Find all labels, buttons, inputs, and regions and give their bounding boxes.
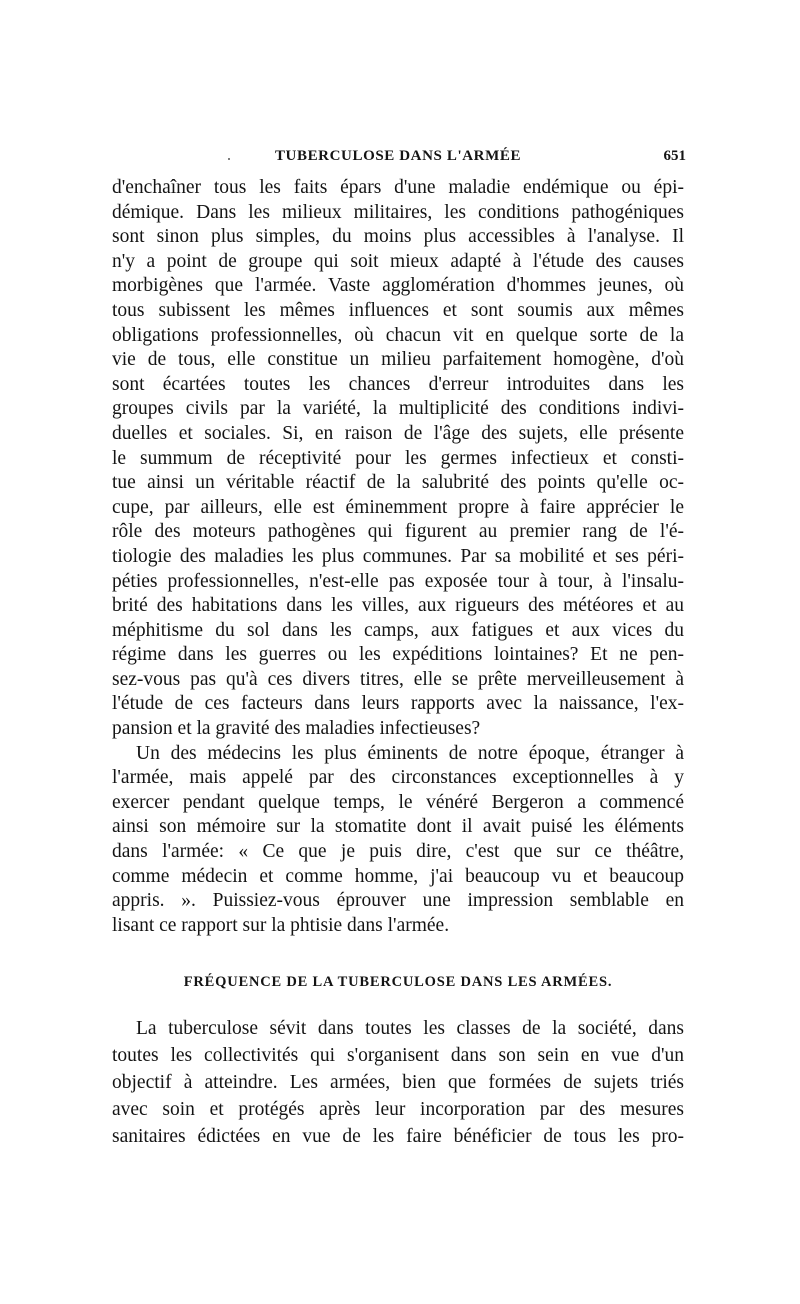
text-line: objectif à atteindre. Les armées, bien que formées de sujets triés bbox=[112, 1072, 684, 1094]
text-line: rôle des moteurs pathogènes qui figurent au premier rang de l'é- bbox=[112, 521, 684, 543]
running-title: TUBERCULOSE DANS L'ARMÉE bbox=[274, 148, 522, 164]
text-line: obligations professionnelles, où chacun vit en quelque sorte de la bbox=[112, 324, 684, 346]
paragraph-1 bbox=[112, 176, 684, 742]
text-line: brité des habitations dans les villes, aux rigueurs des météores et au bbox=[112, 595, 684, 617]
text-line: duelles et sociales. Si, en raison de l'âge des sujets, elle présente bbox=[112, 422, 684, 444]
text-line: d'enchaîner tous les faits épars d'une maladie endémique ou épi- bbox=[112, 177, 684, 198]
text-line: péties professionnelles, n'est-elle pas exposée tour à tour, à l'insalu- bbox=[112, 570, 684, 592]
text-line: méphitisme du sol dans les camps, aux fatigues et aux vices du bbox=[112, 619, 684, 641]
text-line: cupe, par ailleurs, elle est éminemment propre à faire apprécier le bbox=[112, 496, 684, 518]
text-line: sont sinon plus simples, du moins plus accessibles à l'analyse. Il bbox=[112, 226, 684, 248]
text-line: pansion et la gravité des maladies infectieuses? bbox=[112, 718, 481, 740]
text-line: régime dans les guerres ou les expéditions lointaines? Et ne pen- bbox=[112, 644, 684, 666]
text-line: le summum de réceptivité pour les germes infectieux et consti- bbox=[112, 447, 684, 469]
page-number: 651 bbox=[663, 148, 686, 164]
text-line: comme médecin et comme homme, j'ai beaucoup vu et beaucoup bbox=[112, 865, 684, 887]
text-line: La tuberculose sévit dans toutes les classes de la société, dans bbox=[136, 1018, 684, 1040]
text-line: démique. Dans les milieux militaires, les conditions pathogéniques bbox=[112, 201, 684, 223]
text-line: avec soin et protégés après leur incorporation par des mesures bbox=[112, 1099, 684, 1121]
text-line: tous subissent les mêmes influences et sont soumis aux mêmes bbox=[112, 299, 684, 321]
text-line: l'armée, mais appelé par des circonstances exceptionnelles à y bbox=[112, 767, 684, 789]
text-line: sont écartées toutes les chances d'erreur introduites dans les bbox=[112, 373, 684, 395]
text-line: morbigènes que l'armée. Vaste agglomération d'hommes jeunes, où bbox=[112, 275, 684, 297]
text-line: sez-vous pas qu'à ces divers titres, elle se prête merveilleusement à bbox=[112, 668, 684, 690]
text-line: exercer pendant quelque temps, le vénéré Bergeron a commencé bbox=[112, 791, 684, 813]
text-line: tue ainsi un véritable réactif de la salubrité des points qu'elle oc- bbox=[112, 472, 684, 494]
running-head bbox=[112, 148, 684, 172]
paragraph-2 bbox=[112, 742, 684, 939]
text-line: appris. ». Puissiez-vous éprouver une impression semblable en bbox=[112, 890, 684, 912]
text-line: sanitaires édictées en vue de les faire bénéficier de tous les pro- bbox=[112, 1126, 684, 1148]
text-line: lisant ce rapport sur la phtisie dans l'armée. bbox=[112, 914, 450, 936]
text-line: Un des médecins les plus éminents de notre époque, étranger à bbox=[136, 742, 684, 764]
book-page bbox=[112, 148, 684, 1150]
paragraph-3 bbox=[112, 1015, 684, 1150]
text-line: dans l'armée: « Ce que je puis dire, c'est que sur ce théâtre, bbox=[112, 841, 684, 863]
text-line: tiologie des maladies les plus communes. Par sa mobilité et ses péri- bbox=[112, 545, 684, 567]
text-line: n'y a point de groupe qui soit mieux adapté à l'étude des causes bbox=[112, 250, 684, 272]
section-heading: FRÉQUENCE DE LA TUBERCULOSE DANS LES ARMÉES. bbox=[183, 974, 613, 991]
text-line: l'étude de ces facteurs dans leurs rapports avec la naissance, l'ex- bbox=[112, 693, 684, 715]
text-line: vie de tous, elle constitue un milieu parfaitement homogène, d'où bbox=[112, 349, 684, 371]
text-line: toutes les collectivités qui s'organisent dans son sein en vue d'un bbox=[112, 1045, 684, 1067]
text-line: groupes civils par la variété, la multiplicité des conditions indivi- bbox=[112, 398, 684, 420]
text-line: ainsi son mémoire sur la stomatite dont il avait puisé les éléments bbox=[112, 816, 684, 838]
